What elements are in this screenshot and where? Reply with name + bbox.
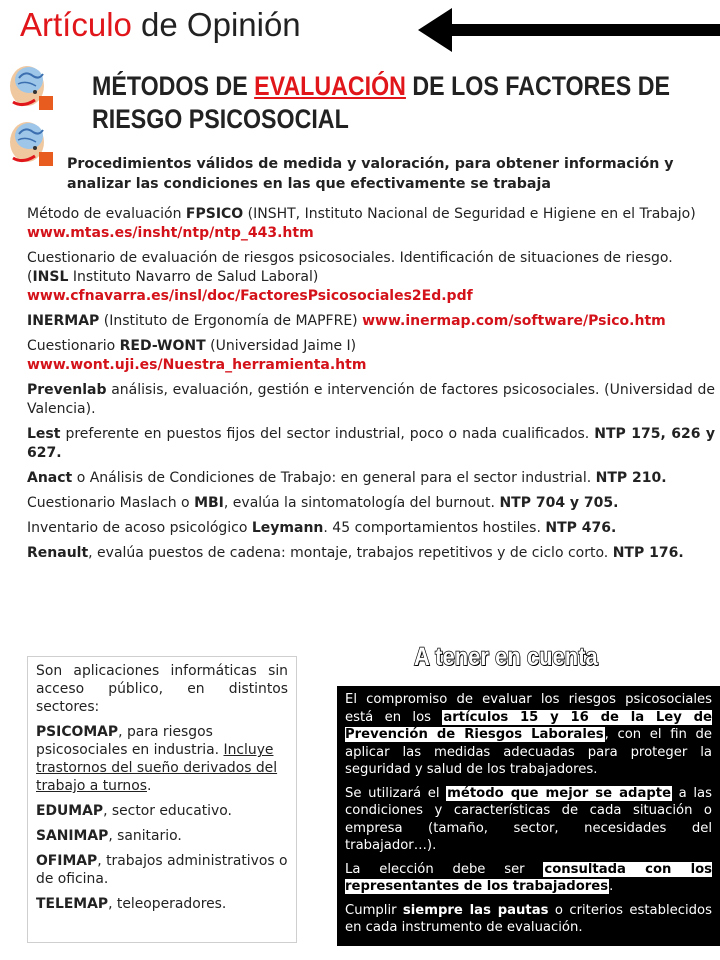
- app-text: .: [146, 778, 152, 794]
- brain-face-icon: [5, 118, 55, 168]
- tener-paragraph: [345, 691, 712, 779]
- method-link[interactable]: www.mtas.es/insht/ntp/ntp_443.htm: [27, 225, 314, 241]
- method-ntp: NTP 175, 626 y 627.: [27, 426, 716, 461]
- method-renault: [27, 544, 715, 563]
- tener-text: El compromiso de evaluar los riesgos psicosociales está en los: [345, 692, 712, 725]
- method-text: Cuestionario de evaluación de riesgos psicosociales. Identificación de situaciones de riesgo. (: [27, 250, 673, 285]
- method-name: Leymann: [251, 520, 324, 536]
- tener-text: Se utilizará el: [345, 785, 447, 801]
- method-fpsico: [27, 205, 715, 243]
- tener-box: [337, 686, 720, 946]
- tener-highlight: artículos 15 y 16 de la Ley de Prevención de Riesgos Laborales: [345, 709, 712, 742]
- main-title-line2: RIESGO PSICOSOCIAL: [92, 104, 349, 134]
- tener-text: Cumplir: [345, 902, 403, 918]
- method-name: RED-WONT: [119, 338, 206, 354]
- method-link[interactable]: www.inermap.com/software/Psico.htm: [362, 313, 666, 329]
- tener-text: a las condiciones y características de cada situación o empresa (tamaño, sector, necesidades del trabajador…).: [345, 785, 712, 853]
- method-name: Lest: [27, 426, 61, 442]
- method-text: Cuestionario: [27, 338, 120, 354]
- app-sanimap: [36, 827, 288, 845]
- method-ntp: NTP 704 y 705.: [499, 495, 619, 511]
- tener-text: o criterios establecidos en cada instrumento de evaluación.: [345, 902, 712, 935]
- method-maslach: [27, 494, 715, 513]
- app-name: TELEMAP: [36, 896, 109, 912]
- method-prevenlab: [27, 381, 715, 419]
- method-text: , evalúa puestos de cadena: montaje, trabajos repetitivos y de ciclo corto.: [88, 545, 613, 561]
- method-name: FPSICO: [185, 206, 244, 222]
- app-text: , trabajos administrativos o de oficina.: [36, 853, 288, 887]
- tener-highlight: consultada con los representantes de los trabajadores: [345, 861, 712, 894]
- app-edumap: [36, 802, 288, 820]
- tener-bold: siempre las pautas: [402, 902, 549, 918]
- app-name: EDUMAP: [36, 803, 104, 819]
- method-link[interactable]: www.cfnavarra.es/insl/doc/FactoresPsicosociales2Ed.pdf: [27, 288, 473, 304]
- tener-highlight: método que mejor se adapte: [447, 785, 672, 801]
- method-name: Prevenlab: [27, 382, 107, 398]
- app-ofimap: [36, 852, 288, 888]
- app-underlined-text: Incluye trastornos del sueño derivados del trabajo a turnos: [36, 742, 278, 794]
- tener-text: , con el fin de aplicar las medidas adecuadas para proteger la seguridad y salud de los trabajadores.: [345, 727, 712, 777]
- method-name: INSL: [32, 269, 69, 285]
- page-header-title: [20, 6, 301, 44]
- method-redwont: [27, 337, 715, 375]
- app-telemap: [36, 895, 288, 913]
- app-text: , sector educativo.: [103, 803, 232, 819]
- method-text: análisis, evaluación, gestión e intervención de factores psicosociales. (Universidad de Valencia).: [27, 382, 715, 417]
- main-title: [92, 70, 671, 136]
- tener-paragraph: [345, 861, 712, 896]
- method-text: Instituto Navarro de Salud Laboral): [68, 269, 319, 285]
- apps-intro: Son aplicaciones informáticas sin acceso público, en distintos sectores:: [36, 663, 288, 715]
- app-name: SANIMAP: [36, 828, 109, 844]
- app-name: PSICOMAP: [36, 724, 119, 740]
- method-ntp: NTP 210.: [595, 470, 667, 486]
- methods-list: [27, 205, 715, 569]
- main-title-after: DE LOS FACTORES DE: [405, 71, 671, 101]
- app-psicomap: [36, 723, 288, 795]
- method-insl: [27, 249, 715, 306]
- tener-paragraph: [345, 785, 712, 855]
- tener-text: .: [609, 879, 614, 894]
- app-text: , sanitario.: [108, 828, 182, 844]
- method-anact: [27, 469, 715, 488]
- header-title-rest: de Opinión: [131, 6, 301, 43]
- method-name: INERMAP: [27, 313, 100, 329]
- apps-box: [27, 656, 297, 943]
- method-text: Inventario de acoso psicológico: [27, 520, 252, 536]
- method-text: . 45 comportamientos hostiles.: [323, 520, 546, 536]
- main-title-before: MÉTODOS DE: [92, 71, 255, 101]
- method-text: (Instituto de Ergonomía de MAPFRE): [99, 313, 363, 329]
- method-name: Anact: [27, 470, 73, 486]
- method-text: (INSHT, Instituto Nacional de Seguridad e Higiene en el Trabajo): [243, 206, 696, 222]
- tener-paragraph: [345, 902, 712, 937]
- app-name: OFIMAP: [36, 853, 98, 869]
- app-text: , para riesgos psicosociales en industria.: [36, 724, 224, 758]
- method-text: preferente en puestos fijos del sector industrial, poco o nada cualificados.: [60, 426, 595, 442]
- method-inermap: [27, 312, 715, 331]
- header-title-accent: Artículo: [20, 6, 132, 43]
- main-title-accent: EVALUACIÓN: [254, 71, 406, 101]
- method-ntp: NTP 476.: [545, 520, 617, 536]
- method-text: (Universidad Jaime I): [205, 338, 357, 354]
- method-text: Método de evaluación: [27, 206, 186, 222]
- brain-face-icon: [5, 62, 55, 112]
- method-name: MBI: [194, 495, 224, 511]
- method-text: o Análisis de Condiciones de Trabajo: en general para el sector industrial.: [72, 470, 596, 486]
- app-text: , teleoperadores.: [108, 896, 227, 912]
- left-arrow-icon: [418, 8, 720, 52]
- method-leymann: [27, 519, 715, 538]
- method-lest: [27, 425, 715, 463]
- method-ntp: NTP 176.: [612, 545, 684, 561]
- method-text: Cuestionario Maslach o: [27, 495, 195, 511]
- method-link[interactable]: www.wont.uji.es/Nuestra_herramienta.htm: [27, 357, 367, 373]
- subtitle: Procedimientos válidos de medida y valoración, para obtener información y analizar las condiciones en las que efectivamente se trabaja: [67, 156, 674, 192]
- tener-heading: A tener en cuenta: [414, 643, 598, 671]
- method-name: Renault: [27, 545, 89, 561]
- method-text: , evalúa la sintomatología del burnout.: [223, 495, 500, 511]
- tener-text: La elección debe ser: [345, 861, 544, 877]
